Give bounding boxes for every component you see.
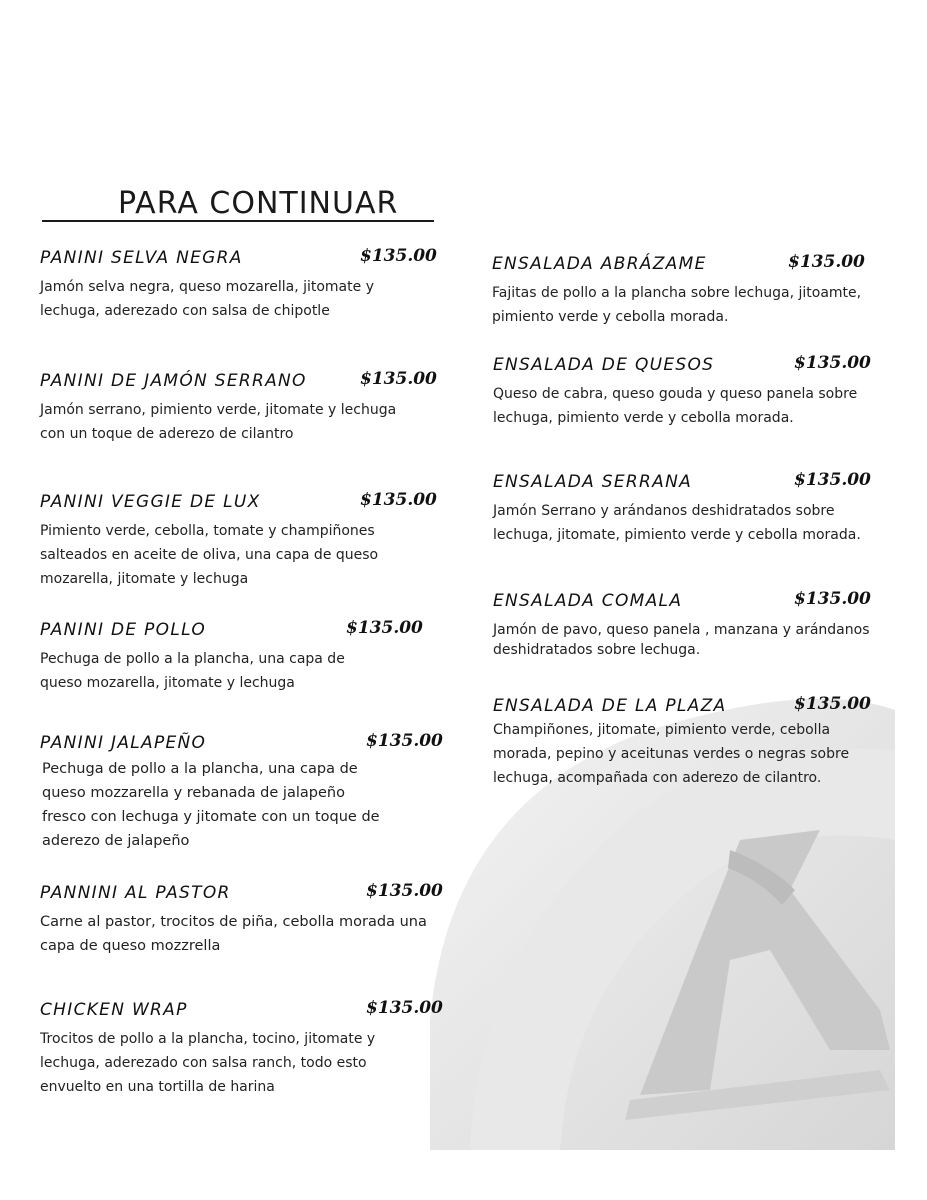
item-price: $135.00 xyxy=(366,998,443,1018)
section-title xyxy=(42,186,434,222)
item-description: Champiñones, jitomate, pimiento verde, cebolla morada, pepino y aceitunas verdes o negras sobre lechuga, acompañada con aderezo de cilantro. xyxy=(493,722,850,786)
item-name: ENSALADA SERRANA xyxy=(493,472,693,492)
item-price: $135.00 xyxy=(360,246,437,266)
item-name: ENSALADA ABRÁZAME xyxy=(492,254,707,274)
item-description: Jamón serrano, pimiento verde, jitomate y lechuga con un toque de aderezo de cilantro xyxy=(40,402,397,442)
item-name: PANINI DE POLLO xyxy=(40,620,207,640)
item-price: $135.00 xyxy=(794,589,871,609)
item-description: Fajitas de pollo a la plancha sobre lechuga, jitoamte, pimiento verde y cebolla morada. xyxy=(492,285,862,325)
item-name: ENSALADA DE QUESOS xyxy=(493,355,715,375)
item-price: $135.00 xyxy=(360,369,437,389)
item-name: ENSALADA DE LA PLAZA xyxy=(493,696,727,716)
item-description: Jamón Serrano y arándanos deshidratados sobre lechuga, jitomate, pimiento verde y cebolla morada. xyxy=(493,503,861,543)
item-price: $135.00 xyxy=(346,618,423,638)
item-name: PANINI DE JAMÓN SERRANO xyxy=(40,371,307,391)
item-description: Pechuga de pollo a la plancha, una capa de queso mozarella, jitomate y lechuga xyxy=(40,651,345,691)
item-name: PANINI SELVA NEGRA xyxy=(40,248,243,268)
item-price: $135.00 xyxy=(360,490,437,510)
item-description: Jamón selva negra, queso mozarella, jitomate y lechuga, aderezado con salsa de chipotle xyxy=(40,279,374,319)
item-name: PANINI JALAPEÑO xyxy=(40,733,207,753)
item-description: Trocitos de pollo a la plancha, tocino, jitomate y lechuga, aderezado con salsa ranch, todo esto envuelto en una tortilla de harina xyxy=(40,1031,376,1095)
item-description: Pimiento verde, cebolla, tomate y champiñones salteados en aceite de oliva, una capa de queso mozarella, jitomate y lechuga xyxy=(40,523,379,587)
item-description: Jamón de pavo, queso panela , manzana y arándanos deshidratados sobre lechuga. xyxy=(493,622,870,658)
item-description: Pechuga de pollo a la plancha, una capa de queso mozzarella y rebanada de jalapeño fresco con lechuga y jitomate con un toque de aderezo de jalapeño xyxy=(42,761,380,849)
item-price: $135.00 xyxy=(366,731,443,751)
item-description: Queso de cabra, queso gouda y queso panela sobre lechuga, pimiento verde y cebolla morada. xyxy=(493,386,858,426)
item-name: ENSALADA COMALA xyxy=(493,591,683,611)
item-description: Carne al pastor, trocitos de piña, cebolla morada una capa de queso mozzrella xyxy=(40,914,427,954)
item-price: $135.00 xyxy=(794,353,871,373)
item-price: $135.00 xyxy=(366,881,443,901)
item-name: PANINI VEGGIE DE LUX xyxy=(40,492,261,512)
item-name: CHICKEN WRAP xyxy=(40,1000,188,1020)
section-title-text: PARA CONTINUAR xyxy=(118,186,399,221)
item-price: $135.00 xyxy=(794,470,871,490)
item-name: PANNINI AL PASTOR xyxy=(40,883,231,903)
item-price: $135.00 xyxy=(788,252,865,272)
item-price: $135.00 xyxy=(794,694,871,714)
